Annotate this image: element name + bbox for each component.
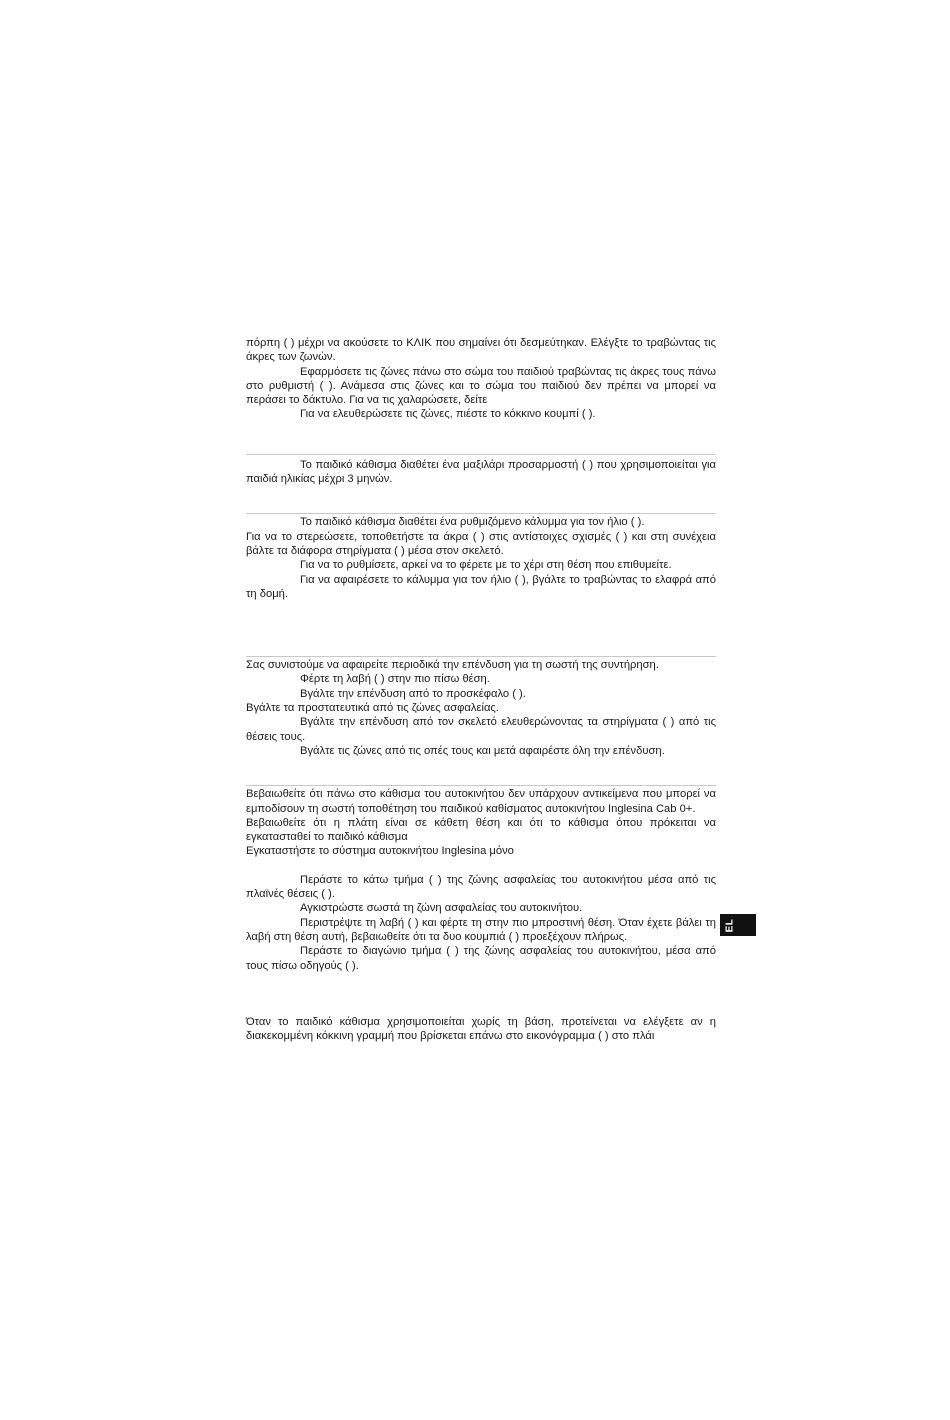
cover-step-belts: Βγάλτε τις ζώνες από τις οπές τους και μετά αφαιρέστε όλη την επένδυση.	[300, 744, 665, 757]
install-only-note: Εγκαταστήστε το σύστημα αυτοκινήτου Inglesina μόνο	[246, 845, 514, 858]
cover-step-frame: Βγάλτε την επένδυση από τον σκελετό ελευθερώνοντας τα στηρίγματα ( ) από τις θέσεις τους.	[246, 716, 716, 743]
install-check-backrest: Βεβαιωθείτε ότι η πλάτη είναι σε κάθετη θέση και ότι το κάθισμα όπου πρόκειται να εγκατασταθεί το παιδικό κάθισμα	[246, 816, 716, 844]
manual-text-column	[246, 336, 716, 1043]
install-step-handle: Περιστρέψτε τη λαβή ( ) και φέρτε τη στην πιο μπροστινή θέση. Όταν έχετε βάλει τη λαβή στη θέση αυτή, βεβαιωθείτε ότι τα δυο κουμπιά ( ) προεξέχουν πλήρως.	[246, 916, 716, 943]
cover-step-pads: Βγάλτε τα προστατευτικά από τις ζώνες ασφαλείας.	[246, 702, 499, 715]
canopy-adjust-paragraph: Για να το ρυθμίσετε, αρκεί να το φέρετε με το χέρι στη θέση που επιθυμείτε.	[300, 559, 672, 572]
harness-buckle-paragraph: πόρπη ( ) μέχρι να ακούσετε το ΚΛΙΚ που σημαίνει ότι δεσμεύτηκαν. Ελέγξτε το τραβώντας τις άκρες των ζωνών.	[246, 337, 716, 364]
install-step-lap-belt: Περάστε το κάτω τμήμα ( ) της ζώνης ασφαλείας του αυτοκινήτου μέσα από τις πλαϊνές θέσεις ( ).	[246, 873, 716, 901]
cover-step-headrest: Βγάλτε την επένδυση από το προσκέφαλο ( ).	[300, 687, 526, 700]
install-check-objects: Βεβαιωθείτε ότι πάνω στο κάθισμα του αυτοκινήτου δεν υπάρχουν αντικείμενα που μπορεί να εμποδίσουν τη σωστή τοποθέτηση του παιδικού καθίσματος αυτοκινήτου Inglesina Cab 0+.	[246, 788, 716, 815]
harness-adjust-paragraph: Εφαρμόσετε τις ζώνες πάνω στο σώμα του παιδιού τραβώντας τις άκρες τους πάνω στο ρυθμιστή ( ). Ανάμεσα στις ζώνες και το σώμα του παιδιού δεν πρέπει να μπορεί να περάσει το δάκτυλο. Για να τις χαλαρώσετε, δείτε	[246, 365, 716, 407]
cover-intro-paragraph: Σας συνιστούμε να αφαιρείτε περιοδικά την επένδυση για τη σωστή της συντήρηση.	[246, 659, 659, 672]
harness-release-paragraph: Για να ελευθερώσετε τις ζώνες, πιέστε το κόκκινο κουμπί ( ).	[300, 408, 596, 421]
without-base-paragraph: Όταν το παιδικό κάθισμα χρησιμοποιείται χωρίς τη βάση, προτείνεται να ελέγξετε αν η διακεκομμένη κόκκινη γραμμή που βρίσκεται επάνω στο εικονόγραμμα ( ) στο πλάι	[246, 1015, 716, 1043]
install-step-buckle: Αγκιστρώστε σωστά τη ζώνη ασφαλείας του αυτοκινήτου.	[300, 902, 583, 915]
canopy-remove-paragraph: Για να αφαιρέσετε το κάλυμμα για τον ήλιο ( ), βγάλτε το τραβώντας το ελαφρά από τη δομή.	[246, 573, 716, 600]
canopy-fit-paragraph: Για να το στερεώσετε, τοποθετήστε τα άκρα ( ) στις αντίστοιχες σχισμές ( ) και στη συνέχεια βάλτε τα διάφορα στηρίγματα ( ) μέσα στον σκελετό.	[246, 530, 716, 557]
install-step-diagonal-belt: Περάστε το διαγώνιο τμήμα ( ) της ζώνης ασφαλείας του αυτοκινήτου, μέσα από τους πίσω οδηγούς ( ).	[246, 945, 716, 972]
cover-step-handle: Φέρτε τη λαβή ( ) στην πιο πίσω θέση.	[300, 673, 490, 686]
language-code: EL	[724, 918, 736, 932]
canopy-intro-paragraph: Το παιδικό κάθισμα διαθέτει ένα ρυθμιζόμενο κάλυμμα για τον ήλιο ( ).	[300, 516, 645, 529]
language-tab	[720, 914, 756, 936]
cushion-paragraph: Το παιδικό κάθισμα διαθέτει ένα μαξιλάρι προσαρμοστή ( ) που χρησιμοποιείται για παιδιά ηλικίας μέχρι 3 μηνών.	[246, 458, 716, 486]
